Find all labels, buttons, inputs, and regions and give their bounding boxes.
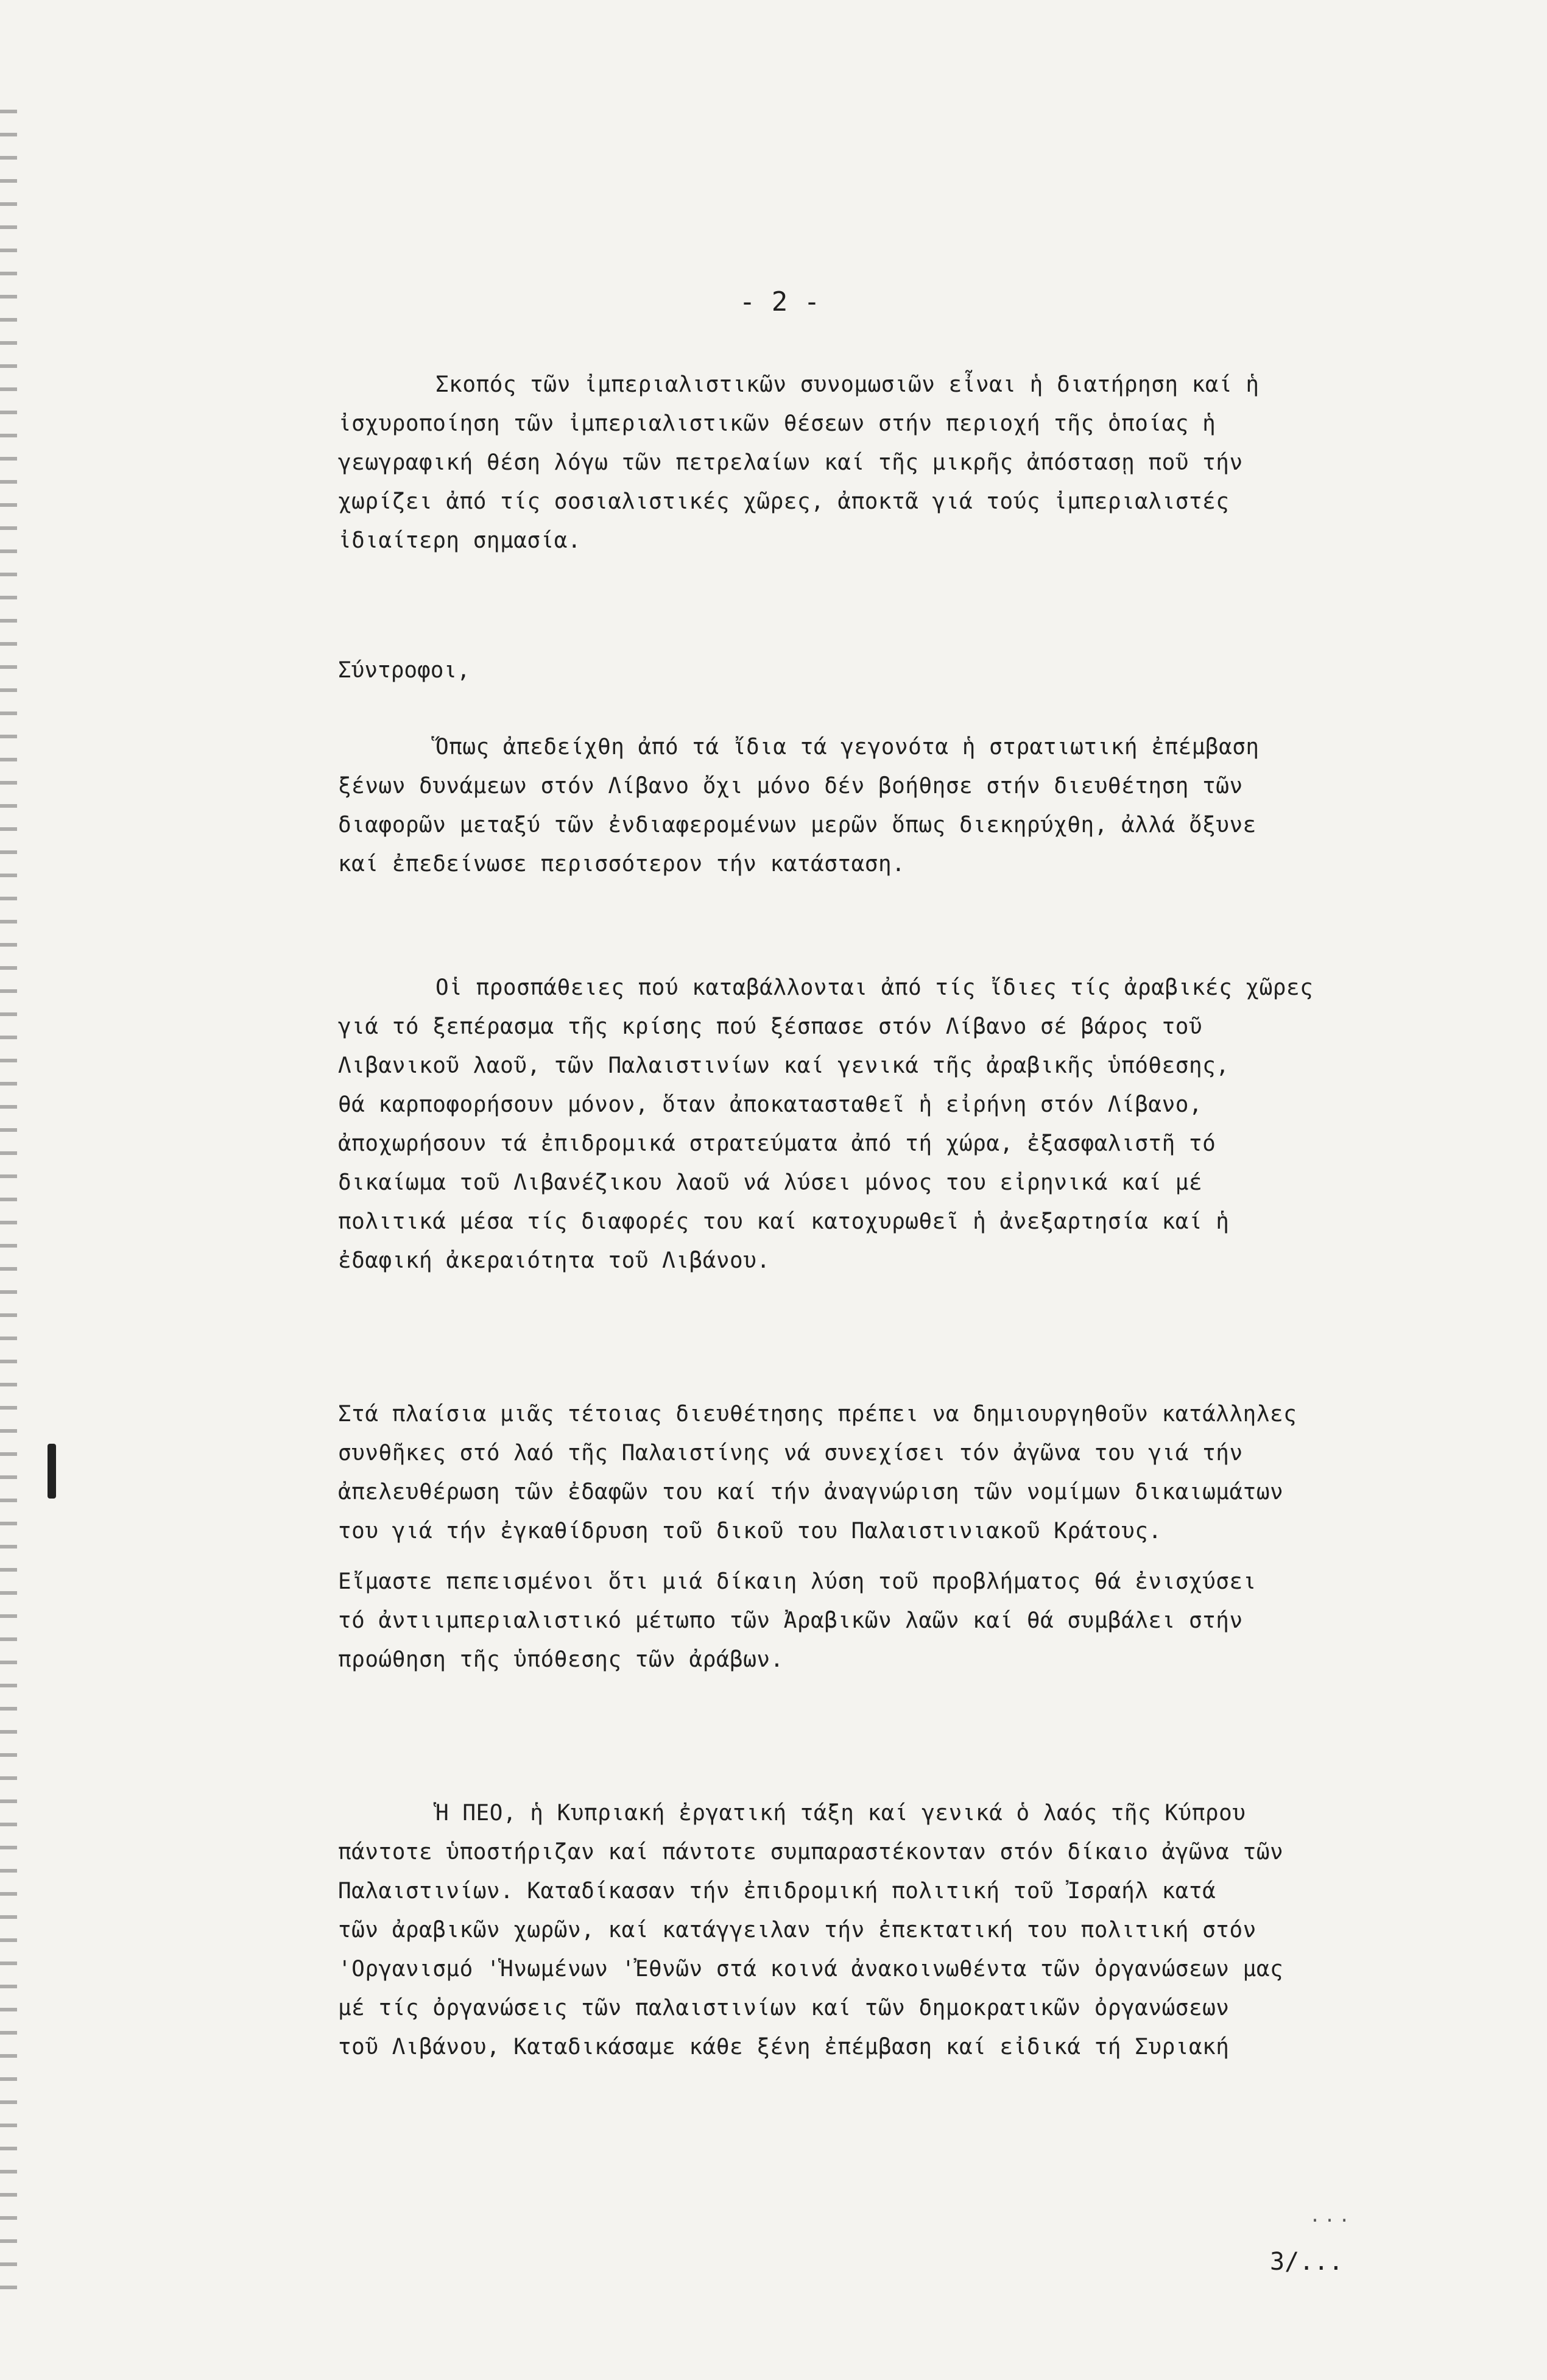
- salutation: Σύντροφοι,: [338, 658, 470, 683]
- paragraph-2: [338, 728, 1434, 884]
- text-line: συνθῆκες στό λαό τῆς Παλαιστίνης νά συνεχίσει τόν ἀγῶνα του γιά τήν: [338, 1441, 1243, 1466]
- text-line: θά καρποφορήσουν μόνον, ὅταν ἀποκατασταθεῖ ἡ εἰρήνη στόν Λίβανο,: [338, 1092, 1203, 1117]
- paragraph-6: [338, 1794, 1434, 2067]
- text-line: Εἴμαστε πεπεισμένοι ὅτι μιά δίκαιη λύση τοῦ προβλήματος θά ἐνισχύσει: [338, 1569, 1256, 1594]
- text-line: τοῦ Λιβάνου, Καταδικάσαμε κάθε ξένη ἐπέμβαση καί εἰδικά τή Συριακή: [338, 2035, 1230, 2060]
- text-line: γιά τό ξεπέρασμα τῆς κρίσης πού ξέσπασε στόν Λίβανο σέ βάρος τοῦ: [338, 1014, 1203, 1039]
- text-line: Παλαιστινίων. Καταδίκασαν τήν ἐπιδρομική πολιτική τοῦ Ἰσραήλ κατά: [338, 1879, 1216, 1904]
- text-line: προώθηση τῆς ὑπόθεσης τῶν ἀράβων.: [338, 1647, 784, 1672]
- text-line: 'Οργανισμό 'Ἡνωμένων 'Ἐθνῶν στά κοινά ἀνακοινωθέντα τῶν ὀργανώσεων μας: [338, 1957, 1284, 1982]
- text-line: γεωγραφική θέση λόγω τῶν πετρελαίων καί τῆς μικρῆς ἀπόστασῃ ποῦ τήν: [338, 450, 1243, 475]
- text-line: ἀπελευθέρωση τῶν ἐδαφῶν του καί τήν ἀναγνώριση τῶν νομίμων δικαιωμάτων: [338, 1480, 1284, 1505]
- page-number: - 2 -: [739, 286, 820, 317]
- text-line: χωρίζει ἀπό τίς σοσιαλιστικές χῶρες, ἀποκτᾶ γιά τούς ἰμπεριαλιστές: [338, 489, 1230, 514]
- paragraph-5: [338, 1563, 1434, 1679]
- paragraph-1: [338, 365, 1434, 560]
- text-line: Ὅπως ἀπεδείχθη ἀπό τά ἴδια τά γεγονότα ἡ στρατιωτική ἐπέμβαση: [435, 735, 1260, 760]
- text-line: του γιά τήν ἐγκαθίδρυση τοῦ δικοῦ του Παλαιστινιακοῦ Κράτους.: [338, 1519, 1162, 1544]
- text-line: Σκοπός τῶν ἰμπεριαλιστικῶν συνομωσιῶν εἶναι ἡ διατήρηση καί ἡ: [435, 372, 1260, 397]
- scan-edge-marks: [0, 110, 17, 2303]
- text-line: πολιτικά μέσα τίς διαφορές του καί κατοχυρωθεῖ ἡ ἀνεξαρτησία καί ἡ: [338, 1209, 1230, 1234]
- text-line: ἀποχωρήσουν τά ἐπιδρομικά στρατεύματα ἀπό τή χώρα, ἐξασφαλιστῆ τό: [338, 1131, 1216, 1156]
- text-line: πάντοτε ὑποστήριζαν καί πάντοτε συμπαραστέκονταν στόν δίκαιο ἀγῶνα τῶν: [338, 1840, 1284, 1865]
- text-line: Λιβανικοῦ λαοῦ, τῶν Παλαιστινίων καί γενικά τῆς ἀραβικῆς ὑπόθεσης,: [338, 1053, 1230, 1078]
- text-line: Οἱ προσπάθειες πού καταβάλλονται ἀπό τίς ἴδιες τίς ἀραβικές χῶρες: [435, 975, 1314, 1000]
- text-line: καί ἐπεδείνωσε περισσότερον τήν κατάσταση.: [338, 852, 906, 877]
- text-line: Ἡ ΠΕΟ, ἡ Κυπριακή ἐργατική τάξη καί γενικά ὁ λαός τῆς Κύπρου: [435, 1801, 1246, 1826]
- paragraph-3: [338, 969, 1434, 1280]
- footer-dots: ...: [1309, 2205, 1354, 2226]
- text-line: ἐδαφική ἀκεραιότητα τοῦ Λιβάνου.: [338, 1248, 770, 1273]
- text-line: ἰδιαίτερη σημασία.: [338, 528, 582, 553]
- text-line: δικαίωμα τοῦ Λιβανέζικου λαοῦ νά λύσει μόνος του εἰρηνικά καί μέ: [338, 1170, 1203, 1195]
- text-line: Στά πλαίσια μιᾶς τέτοιας διευθέτησης πρέπει να δημιουργηθοῦν κατάλληλες: [338, 1402, 1297, 1427]
- text-line: μέ τίς ὀργανώσεις τῶν παλαιστινίων καί τῶν δημοκρατικῶν ὀργανώσεων: [338, 1996, 1230, 2021]
- text-line: διαφορῶν μεταξύ τῶν ἐνδιαφερομένων μερῶν ὅπως διεκηρύχθη, ἀλλά ὄξυνε: [338, 813, 1256, 838]
- text-line: τό ἀντιιμπεριαλιστικό μέτωπο τῶν Ἀραβικῶν λαῶν καί θά συμβάλει στήν: [338, 1608, 1243, 1633]
- text-line: ἰσχυροποίηση τῶν ἰμπεριαλιστικῶν θέσεων στήν περιοχή τῆς ὁποίας ἡ: [338, 411, 1216, 436]
- continuation-marker: 3/...: [1270, 2248, 1344, 2276]
- text-line: ξένων δυνάμεων στόν Λίβανο ὄχι μόνο δέν βοήθησε στήν διευθέτηση τῶν: [338, 774, 1243, 799]
- text-line: τῶν ἀραβικῶν χωρῶν, καί κατάγγειλαν τήν ἐπεκτατική του πολιτική στόν: [338, 1918, 1256, 1943]
- scan-edge-mark: [48, 1444, 56, 1499]
- paragraph-4: [338, 1395, 1434, 1551]
